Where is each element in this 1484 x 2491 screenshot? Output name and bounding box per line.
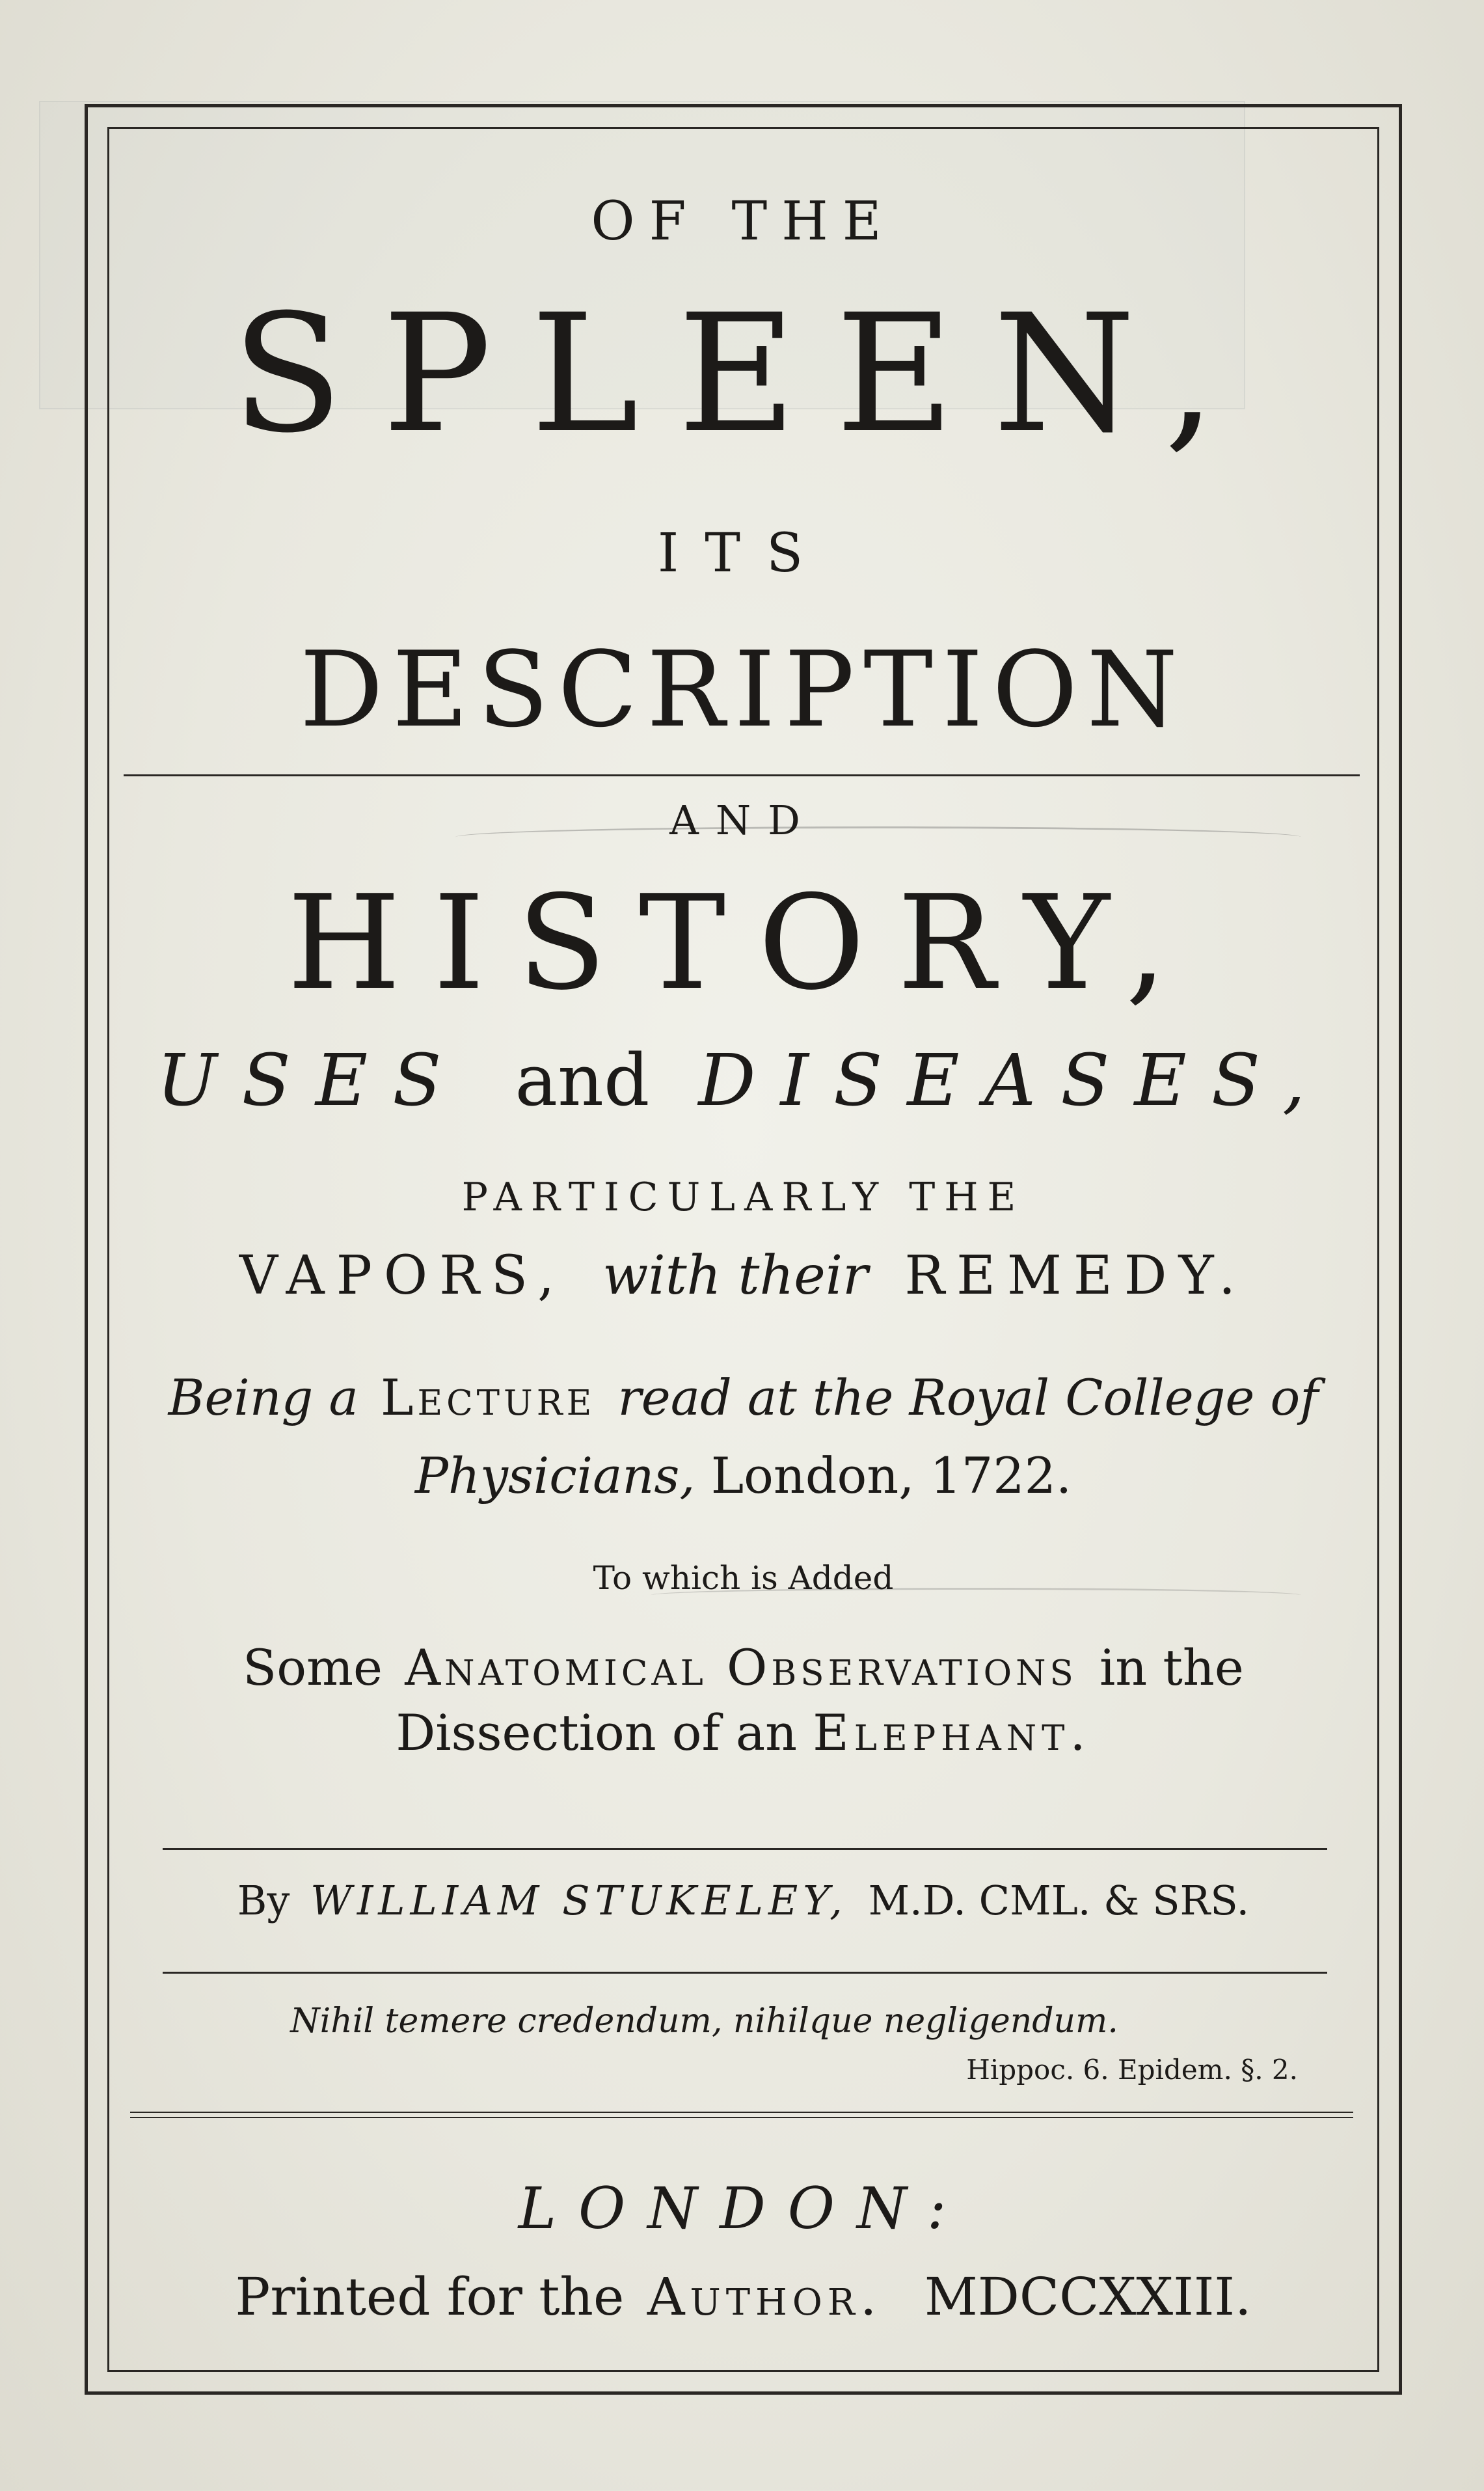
vapors-word: VAPORS,	[239, 1245, 567, 1307]
its-line: ITS	[657, 523, 830, 584]
read-at-words: read at the Royal College of	[617, 1368, 1319, 1426]
anatomical-line	[111, 1639, 1376, 1696]
london-1722: London, 1722.	[710, 1447, 1072, 1504]
vapors-line	[111, 1245, 1376, 1307]
rule-under-description	[124, 774, 1360, 776]
printer-line	[111, 2266, 1376, 2327]
in-the-words: in the	[1099, 1639, 1244, 1696]
some-word: Some	[243, 1639, 383, 1696]
elephant-word: Elephant.	[813, 1704, 1091, 1762]
remedy-word: REMEDY.	[904, 1245, 1248, 1307]
motto: Nihil temere credendum, nihilque negligendum.	[290, 2002, 1118, 2041]
with-their-words: with their	[602, 1245, 869, 1307]
london-imprint: LONDON:	[518, 2175, 969, 2242]
author-line	[111, 1877, 1376, 1924]
description-heading: DESCRIPTION	[299, 629, 1187, 750]
lecture-word: Lecture	[380, 1368, 596, 1426]
printed-for-words: Printed for the	[235, 2266, 625, 2327]
author-credentials: M.D. CML. & SRS.	[868, 1877, 1250, 1924]
of-the-line: OF THE	[591, 191, 896, 252]
rule-above-author	[163, 1848, 1327, 1850]
to-which-line: To which is Added	[593, 1559, 894, 1597]
uses-and-diseases-line	[111, 1039, 1376, 1122]
being-a-words: Being a	[168, 1368, 358, 1426]
by-word: By	[237, 1877, 290, 1924]
lecture-line	[111, 1368, 1376, 1426]
physicians-word: Physicians,	[414, 1447, 695, 1504]
and-word: and	[515, 1039, 650, 1122]
author-name: WILLIAM STUKELEY,	[310, 1877, 848, 1924]
particularly-line: PARTICULARLY THE	[461, 1175, 1025, 1220]
and-line: AND	[669, 796, 817, 844]
rule-above-imprint	[130, 2112, 1353, 2118]
author-word: Author.	[647, 2266, 882, 2327]
motto-source: Hippoc. 6. Epidem. §. 2.	[966, 2054, 1298, 2086]
spleen-heading: SPLEEN,	[232, 279, 1255, 469]
dissection-line	[111, 1704, 1376, 1762]
title-page-content	[111, 130, 1376, 2369]
history-heading: HISTORY,	[287, 867, 1200, 1019]
year-numeral: MDCCXXIII.	[924, 2266, 1252, 2327]
dissection-words: Dissection of an	[396, 1704, 798, 1762]
physicians-line	[111, 1447, 1376, 1504]
anatomical-observations-words: Anatomical Observations	[405, 1639, 1077, 1696]
uses-word: USES	[156, 1039, 466, 1122]
diseases-word: DISEASES,	[698, 1039, 1330, 1122]
rule-above-motto	[163, 1972, 1327, 1974]
